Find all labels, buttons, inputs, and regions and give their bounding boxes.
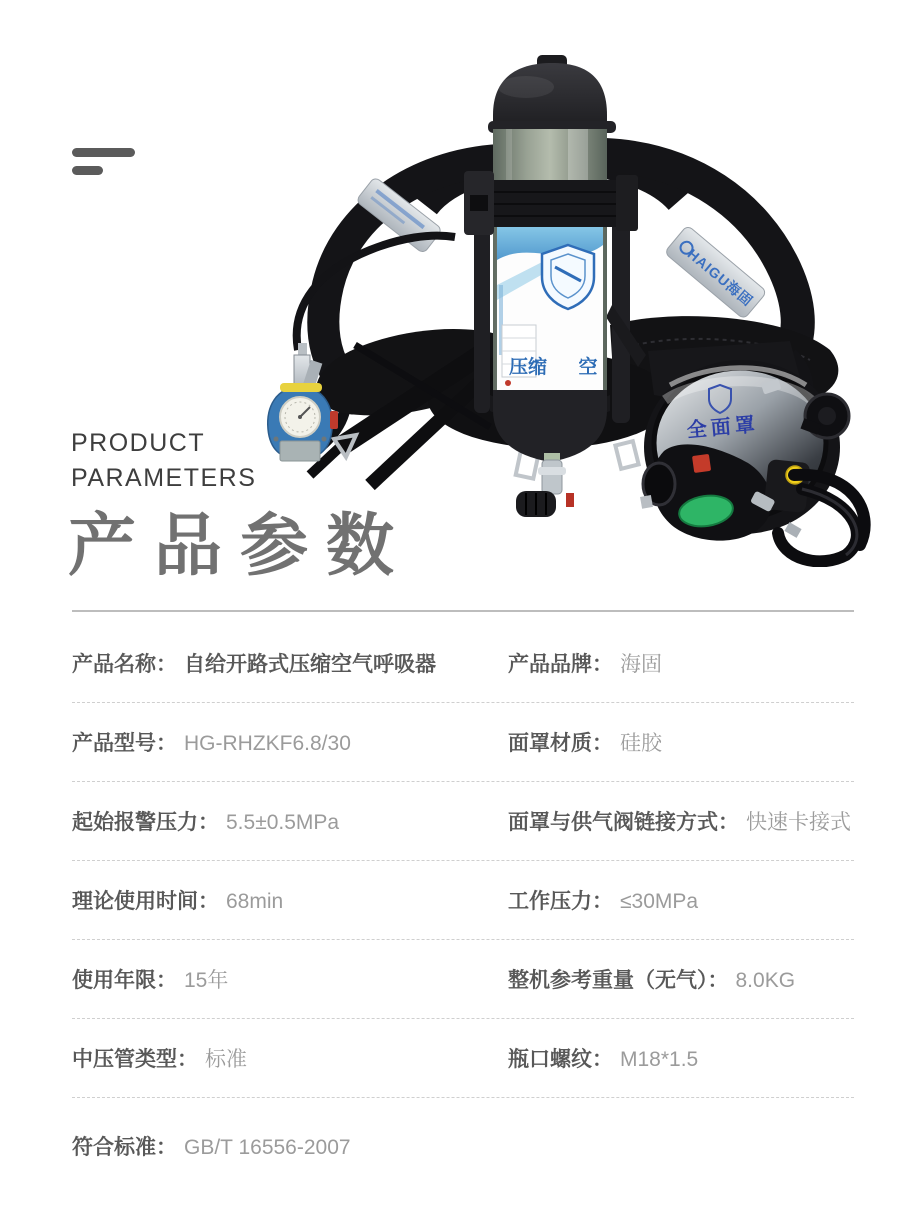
param-value: 8.0KG — [735, 969, 796, 992]
param-cell — [508, 885, 854, 915]
param-label: 中压管类型： — [72, 1048, 198, 1071]
param-row — [72, 1019, 854, 1098]
param-label: 产品名称： — [72, 653, 177, 676]
param-row — [72, 940, 854, 1019]
cylinder-label-text-right: 空 — [578, 357, 598, 378]
cylinder-boot — [493, 390, 607, 462]
param-row — [72, 782, 854, 861]
param-row — [72, 1098, 854, 1194]
page-title-cn: 产品参数 — [68, 508, 413, 584]
param-value: 标准 — [205, 1048, 247, 1071]
param-label: 符合标准： — [72, 1136, 177, 1159]
cylinder-valve — [516, 453, 574, 517]
cylinder-label — [497, 220, 603, 398]
param-cell — [72, 964, 508, 994]
param-row — [72, 703, 854, 782]
gauge-lcd — [280, 441, 320, 461]
gauge-yellow-band — [280, 383, 322, 392]
param-value: HG-RHZKF6.8/30 — [184, 732, 351, 755]
param-value: GB/T 16556-2007 — [184, 1136, 351, 1159]
param-cell — [508, 806, 854, 836]
parameters-table — [72, 613, 854, 1194]
param-value: 5.5±0.5MPa — [226, 811, 340, 834]
page-title-en-line1: PRODUCT — [71, 429, 206, 457]
param-cell — [508, 1043, 854, 1073]
param-value: 68min — [226, 890, 284, 913]
param-value: 硅胶 — [620, 732, 662, 755]
param-label: 理论使用时间： — [72, 890, 219, 913]
param-cell — [72, 885, 508, 915]
param-cell — [72, 727, 508, 757]
param-label: 起始报警压力： — [72, 811, 219, 834]
param-label: 产品型号： — [72, 732, 177, 755]
mask-visor-text: 全面罩 — [686, 413, 760, 442]
param-value: ≤30MPa — [620, 890, 699, 913]
param-label: 面罩与供气阀链接方式： — [508, 811, 739, 834]
brand-bars-icon — [72, 148, 135, 175]
metal-buckle-right — [615, 441, 638, 469]
param-cell — [508, 964, 854, 994]
param-label: 面罩材质： — [508, 732, 613, 755]
page-title-en — [71, 426, 256, 496]
param-cell — [72, 648, 508, 678]
param-label: 使用年限： — [72, 969, 177, 992]
mask-shield-logo — [709, 385, 731, 413]
param-value: 海固 — [620, 653, 662, 676]
param-cell — [72, 806, 508, 836]
param-cell — [72, 1043, 508, 1073]
cylinder-label-text-left: 压缩 — [508, 357, 548, 378]
strap-badge-text: HAIGU海固 — [684, 245, 757, 310]
param-label: 整机参考重量（无气）： — [508, 969, 729, 992]
param-row — [72, 861, 854, 940]
param-value: 自给开路式压缩空气呼吸器 — [184, 653, 436, 676]
air-cylinder — [464, 55, 638, 517]
param-cell — [508, 648, 854, 678]
param-value: 15年 — [184, 969, 229, 992]
param-cell — [72, 1131, 508, 1161]
param-cell — [508, 727, 854, 757]
param-value: 快速卡接式 — [746, 811, 851, 834]
param-label: 瓶口螺纹： — [508, 1048, 613, 1071]
param-value: M18*1.5 — [620, 1048, 699, 1071]
mask-red-button — [692, 454, 711, 473]
cylinder-strap-band — [464, 171, 638, 235]
param-label: 产品品牌： — [508, 653, 613, 676]
brand-bar-short — [72, 166, 103, 175]
param-label: 工作压力： — [508, 890, 613, 913]
page-title-en-line2: PARAMETERS — [71, 464, 257, 492]
product-photo — [250, 55, 880, 567]
brand-bar-long — [72, 148, 135, 157]
section-divider — [72, 610, 854, 612]
param-row — [72, 624, 854, 703]
